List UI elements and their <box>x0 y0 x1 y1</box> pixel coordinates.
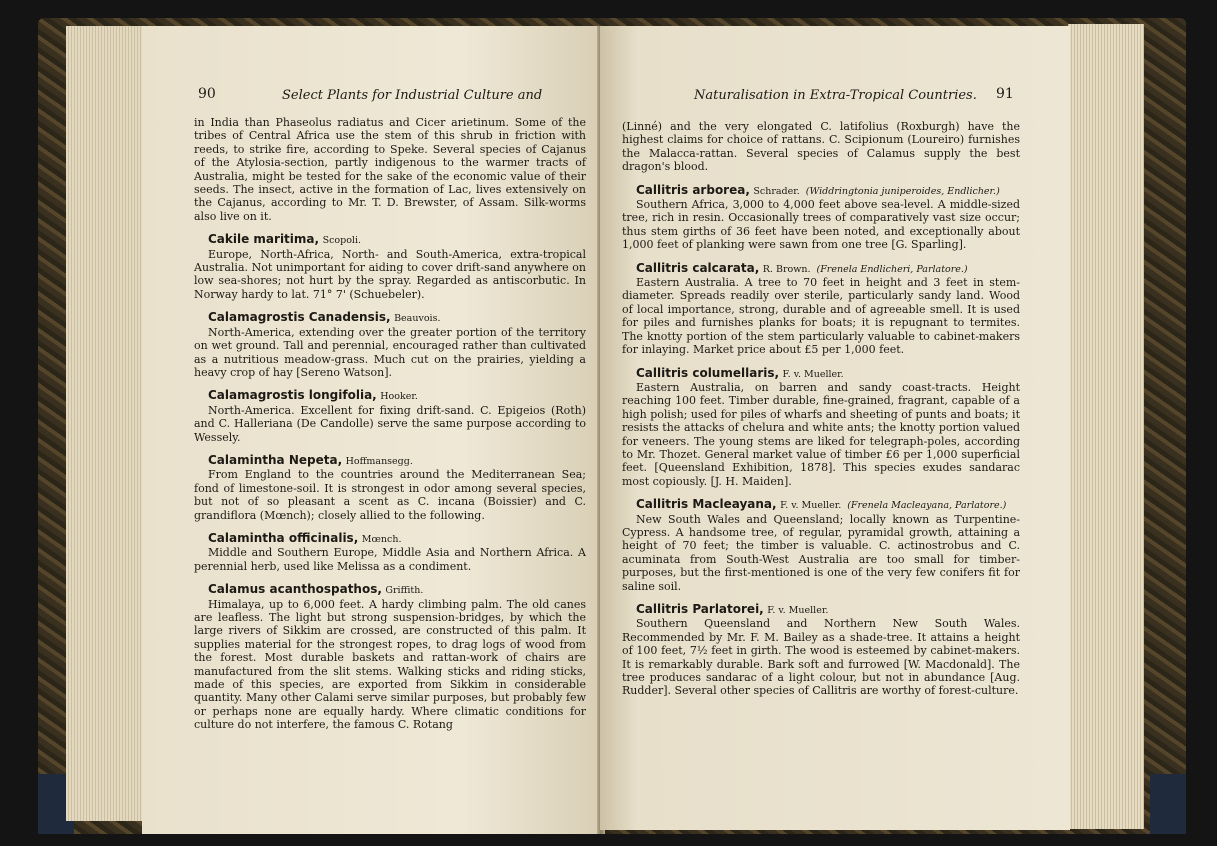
species-entry <box>194 233 586 301</box>
species-entry <box>622 367 1020 489</box>
entry-text: Europe, North-Africa, North- and South-America, extra-tropical Australia. Not unimportant for aiding to cover drift-sand anywhere on low sea-shores; not hurt by the spray. Regarded as antiscorbutic. In Norway hardy to lat. 71° 7' (Schuebeler). <box>194 247 586 301</box>
species-entry <box>194 311 586 379</box>
species-name: Calamagrostis Canadensis, <box>208 310 391 325</box>
right-page <box>600 26 1070 830</box>
species-name: Calamintha Nepeta, <box>208 452 343 467</box>
entry-text: Eastern Australia. A tree to 70 feet in height and 3 feet in stem-diameter. Spreads readily over sterile, particularly sandy land. Wood of local importance, strong, durable and of agreeable smell. It is used for piles and furnishes planks for boats; it is repugnant to termites. The knotty portion of the stem particularly valuable to cabinet-makers for inlaying. Market price about £5 per 1,000 feet. <box>622 276 1020 357</box>
species-name: Callitris Macleayana, <box>636 497 777 512</box>
entry-heading <box>194 583 586 597</box>
page-stack-right <box>1068 24 1144 829</box>
species-name: Callitris calcarata, <box>636 260 760 275</box>
entry-text: Southern Queensland and Northern New South Wales. Recommended by Mr. F. M. Bailey as a shade-tree. It attains a height of 100 feet, 7½ feet in girth. The wood is esteemed by cabinet-makers. It is remarkably durable. Bark soft and furrowed [W. Macdonald]. The tree produces sandarac of a light colour, but not in abundance [Aug. Rudder]. Several other species of Callitris are worthy of forest-culture. <box>622 617 1020 698</box>
species-entry <box>194 583 586 731</box>
running-head: Select Plants for Industrial Culture and <box>282 88 543 103</box>
species-authority: Beauvois. <box>394 313 441 325</box>
entry-text: Southern Africa, 3,000 to 4,000 feet above sea-level. A middle-sized tree, rich in resin. Occasionally trees of comparatively vast size occur; thus stem girths of 36 feet have been noted, and exceptionally about 1,000 feet of planking were sawn from one tree [G. Sparling]. <box>622 198 1020 252</box>
entry-text: New South Wales and Queensland; locally known as Turpentine-Cypress. A handsome tree, of regular, pyramidal growth, attaining a height of 70 feet; the timber is valuable. C. actinostrobus and C. acuminata from South-West Australia are too small for timber-purposes, but the first-mentioned is one of the very few conifers fit for saline soil. <box>622 512 1020 593</box>
left-page <box>142 26 600 834</box>
page-number: 90 <box>198 86 216 102</box>
species-authority: Hooker. <box>380 391 418 403</box>
text-column <box>194 116 586 732</box>
entry-text: North-America, extending over the greater portion of the territory on wet ground. Tall and perennial, encouraged rather than cultivated as a nutritious meadow-grass. Much cut on the prairies, yielding a heavy crop of hay [Sereno Watson]. <box>194 325 586 379</box>
species-name: Callitris columellaris, <box>636 365 780 380</box>
cover-corner-right <box>1150 774 1186 834</box>
species-name: Cakile maritima, <box>208 232 320 247</box>
entry-heading <box>622 262 1020 276</box>
species-synonym: (Widdringtonia juniperoides, Endlicher.) <box>805 185 1000 197</box>
species-name: Calamagrostis longifolia, <box>208 388 377 403</box>
species-authority: R. Brown. <box>762 263 811 275</box>
species-authority: Scopoli. <box>322 235 362 247</box>
species-authority: F. v. Mueller. <box>767 605 829 616</box>
species-entry <box>622 603 1020 698</box>
entry-heading <box>194 532 586 546</box>
species-authority: Schrader. <box>753 185 800 197</box>
running-head: Naturalisation in Extra-Tropical Countries. <box>694 88 977 103</box>
species-entry <box>622 498 1020 593</box>
entry-heading <box>622 367 1020 381</box>
entry-text: Eastern Australia, on barren and sandy coast-tracts. Height reaching 100 feet. Timber durable, fine-grained, fragrant, capable of a high polish; used for piles of wharfs and sheeting of punts and boats; it resists the attacks of chelura and white ants; the knotty portion valued for veneers. The young stems are liked for telegraph-poles, according to Mr. Thozet. General market value of timber £6 per 1,000 superficial feet. [Queensland Exhibition, 1878]. This species exudes sandarac most copiously. [J. H. Maiden]. <box>622 380 1020 488</box>
species-name: Calamintha officinalis, <box>208 530 359 545</box>
entry-text: North-America. Excellent for fixing drift-sand. C. Epigeios (Roth) and C. Halleriana (De Candolle) serve the same purpose according to Wessely. <box>194 403 586 444</box>
entry-heading <box>194 233 586 247</box>
entry-text: Middle and Southern Europe, Middle Asia and Northern Africa. A perennial herb, used like Melissa as a condiment. <box>194 546 586 573</box>
entry-text: From England to the countries around the Mediterranean Sea; fond of limestone-soil. It is strongest in odor among several species, but not of so pleasant a scent as C. incana (Boissier) and C. grandiflora (Mœnch); closely allied to the following. <box>194 468 586 522</box>
species-name: Callitris arborea, <box>636 182 750 197</box>
species-authority: Mœnch. <box>361 533 402 545</box>
page-stack-left <box>66 26 146 821</box>
entry-heading <box>194 454 586 468</box>
species-synonym: (Frenela Endlicheri, Parlatore.) <box>816 263 968 275</box>
species-entry <box>194 389 586 444</box>
species-authority: F. v. Mueller. <box>782 368 844 380</box>
entry-heading <box>622 184 1020 198</box>
entry-heading <box>194 389 586 403</box>
entry-heading <box>622 603 1020 617</box>
species-name: Calamus acanthospathos, <box>208 582 382 597</box>
species-entry <box>622 184 1020 252</box>
entry-text: Himalaya, up to 6,000 feet. A hardy climbing palm. The old canes are leafless. The light but strong suspension-bridges, by which the large rivers of Sikkim are crossed, are constructed of this palm. It supplies material for the strongest ropes, to drag logs of wood from the forest. Most durable baskets and rattan-work of chairs are manufactured from the slit stems. Walking sticks and riding sticks, made of this species, are exported from Sikkim in considerable quantity. Many other Calami serve similar purposes, but probably few or perhaps none are equally hardy. Where climatic conditions for culture do not interfere, the famous C. Rotang <box>194 597 586 732</box>
species-entry <box>622 262 1020 357</box>
intro-paragraph: (Linné) and the very elongated C. latifolius (Roxburgh) have the highest claims for choice of rattans. C. Scipionum (Loureiro) furnishes the Malacca-rattan. Several species of Calamus supply the best dragon's blood. <box>622 120 1020 174</box>
species-entry <box>194 454 586 522</box>
entry-heading <box>194 311 586 325</box>
species-authority: Hoffmansegg. <box>345 455 413 467</box>
species-authority: Griffith. <box>385 585 424 597</box>
species-name: Callitris Parlatorei, <box>636 602 764 616</box>
species-synonym: (Frenela Macleayana, Parlatore.) <box>847 500 1007 512</box>
species-authority: F. v. Mueller. <box>780 500 842 512</box>
intro-paragraph: in India than Phaseolus radiatus and Cicer arietinum. Some of the tribes of Central Africa use the stem of this shrub in friction with reeds, to strike fire, according to Speke. Several species of Cajanus of the Atylosia-section, partly indigenous to the warmer tracts of Australia, might be tested for the sake of the economic value of their seeds. The insect, active in the formation of Lac, lives extensively on the Cajanus, according to Mr. T. D. Brewster, of Assam. Silk-worms also live on it. <box>194 116 586 223</box>
page-number: 91 <box>996 86 1014 102</box>
text-column <box>622 120 1020 698</box>
entry-heading <box>622 498 1020 512</box>
species-entry <box>194 532 586 573</box>
